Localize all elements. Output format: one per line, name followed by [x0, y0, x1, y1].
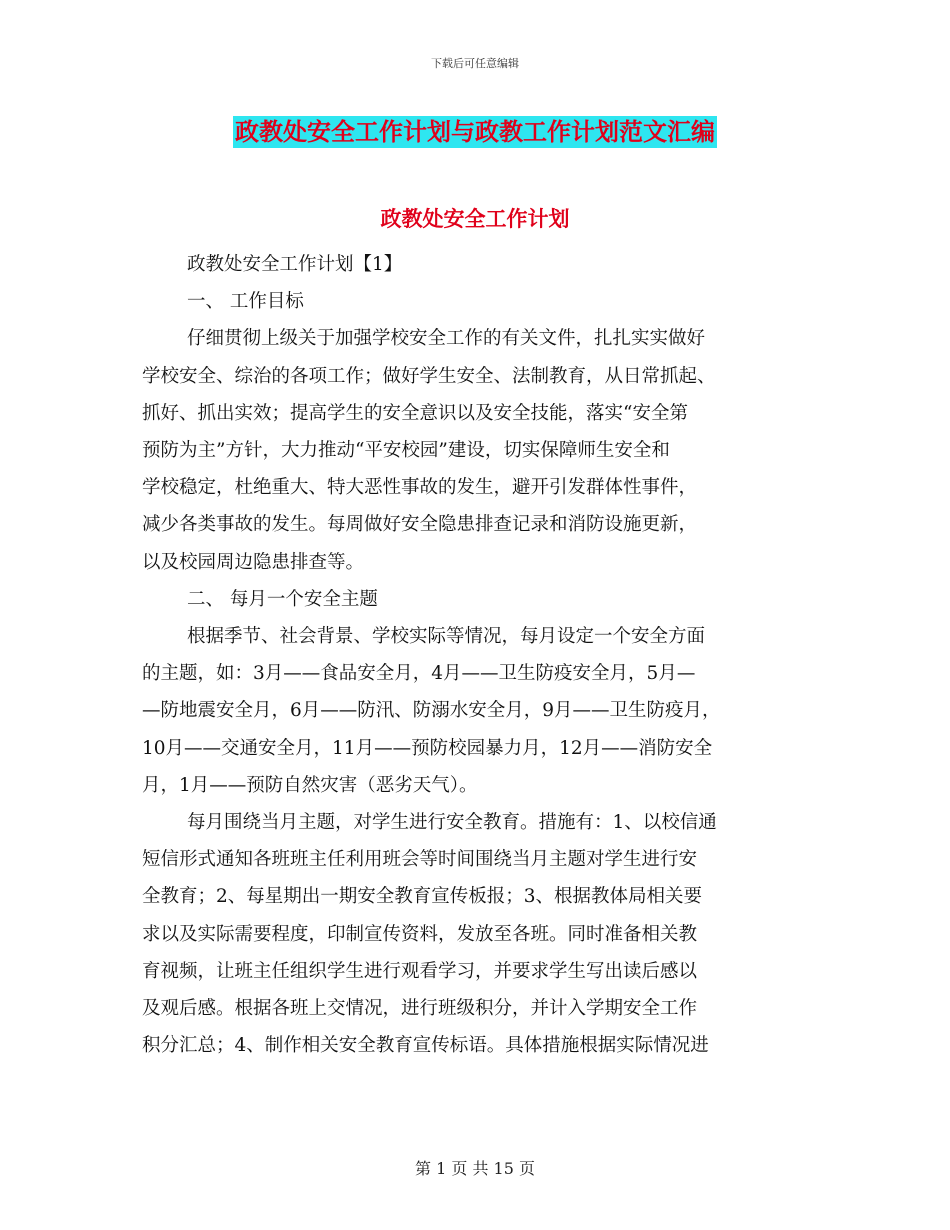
body-line: 积分汇总；4、制作相关安全教育宣传标语。具体措施根据实际情况进	[142, 1035, 709, 1057]
body-line: 抓好、抓出实效；提高学生的安全意识以及安全技能，落实“安全第	[142, 402, 688, 424]
body-line: 根据季节、社会背景、学校实际等情况，每月设定一个安全方面	[187, 626, 706, 648]
body-line: 预防为主”方针，大力推动“平安校园”建设，切实保障师生安全和	[142, 440, 670, 462]
body-line: 的主题，如：3月——食品安全月，4月——卫生防疫安全月，5月—	[142, 663, 696, 685]
body-line: 月，1月——预防自然灾害（恶劣天气）。	[142, 774, 478, 796]
body-line: 及观后感。根据各班上交情况，进行班级积分，并计入学期安全工作	[142, 998, 698, 1020]
body-line: —防地震安全月，6月——防汛、防溺水安全月，9月——卫生防疫月，	[142, 700, 721, 722]
body-line: 仔细贯彻上级关于加强学校安全工作的有关文件，扎扎实实做好	[187, 328, 706, 350]
body-line: 一、 工作目标	[187, 291, 304, 313]
body-line: 政教处安全工作计划【1】	[187, 254, 403, 275]
body-line: 学校安全、综治的各项工作；做好学生安全、法制教育，从日常抓起、	[142, 365, 716, 387]
body-line: 以及校园周边隐患排查等。	[142, 551, 365, 573]
body-line: 求以及实际需要程度，印制宣传资料，发放至各班。同时准备相关教	[142, 923, 698, 945]
body-line: 二、 每月一个安全主题	[187, 588, 378, 610]
body-line: 10月——交通安全月，11月——预防校园暴力月，12月——消防安全	[142, 737, 713, 759]
page-footer: 第 1 页 共 15 页	[415, 1159, 535, 1178]
body-line: 育视频，让班主任组织学生进行观看学习，并要求学生写出读后感以	[142, 960, 698, 982]
document-body	[142, 246, 810, 1064]
body-line: 减少各类事故的发生。每周做好安全隐患排查记录和消防设施更新，	[142, 514, 698, 536]
body-line: 每月围绕当月主题，对学生进行安全教育。措施有：1、以校信通	[187, 812, 717, 834]
section-title: 政教处安全工作计划	[380, 207, 570, 231]
header-note: 下载后可任意编辑	[431, 57, 519, 70]
body-line: 学校稳定，杜绝重大、特大恶性事故的发生，避开引发群体性事件，	[142, 477, 698, 499]
body-line: 短信形式通知各班班主任利用班会等时间围绕当月主题对学生进行安	[142, 849, 698, 871]
document-title-text: 政教处安全工作计划与政教工作计划范文汇编	[235, 118, 715, 146]
body-line: 全教育；2、每星期出一期安全教育宣传板报；3、根据教体局相关要	[142, 886, 703, 908]
document-title	[0, 112, 950, 147]
